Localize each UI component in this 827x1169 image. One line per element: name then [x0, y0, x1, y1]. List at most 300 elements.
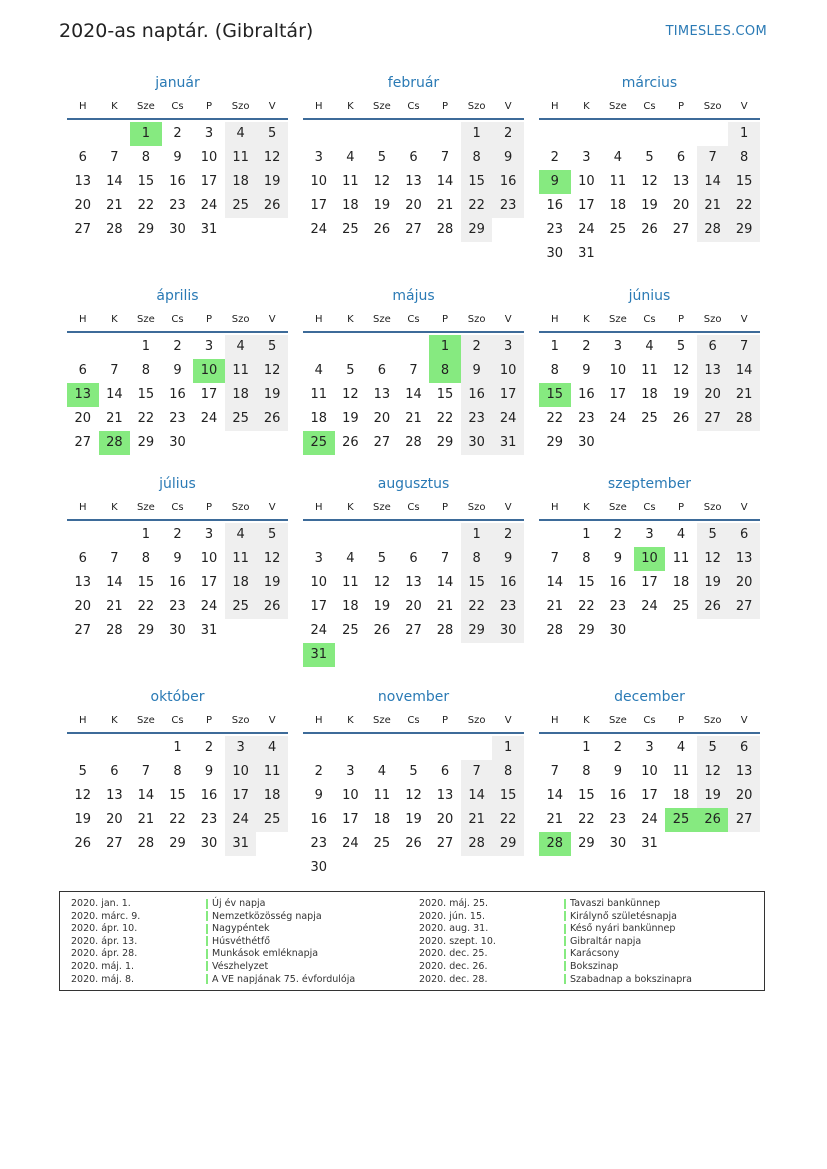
day-cell: 24: [200, 411, 218, 426]
day-cell: 26: [74, 836, 92, 851]
day-cell: 27: [74, 222, 92, 237]
day-cell: 26: [256, 407, 288, 431]
day-grid: [539, 122, 760, 266]
weekday-label: Cs: [407, 501, 420, 513]
day-cell: 8: [492, 760, 524, 784]
day-cell: 2: [204, 740, 214, 755]
weekday-label: Cs: [643, 100, 656, 112]
weekday-label: Sze: [137, 714, 155, 726]
weekday-label: P: [442, 501, 449, 513]
day-cell: 25: [672, 599, 690, 614]
holiday-day: 13: [67, 383, 99, 407]
day-cell: 19: [697, 784, 729, 808]
empty-cell: [335, 122, 367, 146]
day-cell: 19: [373, 198, 391, 213]
empty-cell: [303, 523, 335, 547]
holiday-day: 1: [429, 335, 461, 359]
legend-date: 2020. márc. 9.: [71, 910, 141, 922]
day-cell: 24: [492, 407, 524, 431]
holiday-marker: [206, 899, 208, 909]
weekday-header: [303, 307, 524, 333]
empty-cell: [67, 122, 99, 146]
day-cell: 30: [609, 623, 627, 638]
day-cell: 10: [225, 760, 257, 784]
day-cell: 11: [225, 359, 257, 383]
day-cell: 31: [200, 222, 218, 237]
empty-cell: [398, 335, 430, 359]
day-cell: 11: [672, 764, 690, 779]
day-cell: 3: [204, 339, 214, 354]
legend-holiday-name: [206, 936, 355, 949]
weekday-label: K: [347, 501, 354, 513]
day-cell: 18: [225, 170, 257, 194]
day-cell: 9: [613, 551, 623, 566]
weekday-label: Sze: [609, 501, 627, 513]
month-name: május: [392, 288, 435, 304]
weekday-header: [67, 94, 288, 120]
day-grid: [67, 122, 288, 242]
day-cell: 2: [173, 527, 182, 542]
month-block: [67, 473, 288, 667]
legend-name-text: A VE napjának 75. évfordulója: [212, 973, 356, 985]
legend-date: 2020. szept. 10.: [419, 935, 496, 947]
empty-cell: [398, 122, 430, 146]
day-cell: 13: [405, 174, 422, 189]
legend-date: 2020. ápr. 10.: [71, 923, 138, 935]
empty-cell: [539, 122, 571, 146]
day-cell: 9: [492, 547, 524, 571]
month-block: [303, 285, 524, 455]
weekday-header: [67, 708, 288, 734]
day-cell: 6: [728, 523, 760, 547]
day-cell: 16: [492, 571, 524, 595]
day-cell: 3: [346, 764, 355, 779]
empty-cell: [366, 736, 398, 760]
day-cell: 5: [377, 551, 387, 566]
holiday-day: 26: [697, 808, 729, 832]
month-name: december: [614, 689, 685, 705]
day-cell: 9: [314, 788, 323, 803]
day-cell: 23: [169, 599, 186, 614]
day-cell: 10: [609, 363, 627, 378]
day-cell: 14: [405, 387, 422, 402]
day-cell: 23: [492, 595, 524, 619]
weekday-label: V: [740, 313, 748, 325]
holiday-legend: [59, 891, 765, 991]
empty-cell: [429, 122, 461, 146]
day-cell: 13: [74, 174, 92, 189]
day-cell: 5: [346, 363, 355, 378]
day-cell: 27: [405, 222, 422, 237]
day-cell: 6: [409, 551, 418, 566]
day-cell: 27: [74, 435, 92, 450]
day-cell: 23: [578, 411, 595, 426]
empty-cell: [461, 736, 493, 760]
legend-name-text: Bokszinap: [570, 960, 619, 972]
weekday-label: Cs: [643, 714, 656, 726]
day-cell: 30: [200, 836, 218, 851]
month-name: január: [155, 75, 200, 91]
weekday-label: P: [206, 714, 213, 726]
weekday-label: P: [678, 501, 685, 513]
day-cell: 7: [110, 150, 119, 165]
day-cell: 1: [582, 527, 591, 542]
day-cell: 30: [578, 435, 595, 450]
day-cell: 7: [141, 764, 151, 779]
weekday-label: V: [268, 714, 276, 726]
legend-date: 2020. aug. 31.: [419, 923, 489, 935]
weekday-label: H: [79, 501, 87, 513]
day-cell: 7: [110, 363, 119, 378]
day-cell: 12: [256, 359, 288, 383]
day-cell: 11: [342, 174, 359, 189]
month-row: [67, 473, 760, 667]
day-grid: [539, 335, 760, 455]
day-cell: 29: [169, 836, 186, 851]
weekday-label: Sze: [609, 714, 627, 726]
day-cell: 13: [728, 547, 760, 571]
day-grid: [67, 335, 288, 455]
day-cell: 4: [676, 740, 686, 755]
day-cell: 4: [314, 363, 323, 378]
holiday-day: 8: [429, 359, 461, 383]
day-cell: 11: [342, 575, 359, 590]
day-cell: 15: [578, 575, 595, 590]
day-cell: 5: [697, 736, 729, 760]
day-cell: 11: [609, 174, 627, 189]
day-cell: 25: [641, 411, 658, 426]
day-cell: 28: [728, 407, 760, 431]
day-cell: 16: [546, 198, 564, 213]
weekday-label: Sze: [137, 100, 155, 112]
weekday-label: Szo: [231, 100, 250, 112]
day-cell: 15: [137, 575, 155, 590]
day-cell: 13: [697, 359, 729, 383]
weekday-label: Sze: [373, 501, 391, 513]
holiday-marker: [564, 949, 566, 959]
day-cell: 8: [141, 150, 151, 165]
day-cell: 8: [173, 764, 182, 779]
weekday-header: [303, 708, 524, 734]
day-cell: 27: [405, 623, 422, 638]
weekday-label: Szo: [703, 501, 722, 513]
day-cell: 20: [672, 198, 690, 213]
day-cell: 31: [578, 246, 595, 261]
day-cell: 11: [641, 363, 658, 378]
day-cell: 20: [405, 599, 422, 614]
holiday-day: 25: [665, 808, 697, 832]
day-cell: 18: [672, 575, 690, 590]
month-name: március: [621, 75, 678, 91]
legend-name-text: Nemzetközösség napja: [212, 910, 322, 922]
day-grid: [303, 122, 524, 242]
day-cell: 3: [613, 339, 623, 354]
day-cell: 14: [546, 788, 564, 803]
month-row: [67, 72, 760, 266]
empty-cell: [67, 736, 99, 760]
day-cell: 23: [492, 194, 524, 218]
legend-name-text: Szabadnap a bokszinapra: [570, 973, 692, 985]
legend-date: 2020. máj. 25.: [419, 898, 489, 909]
day-cell: 6: [78, 150, 87, 165]
day-cell: 24: [578, 222, 595, 237]
day-cell: 22: [578, 599, 595, 614]
weekday-header: [539, 94, 760, 120]
legend-date: 2020. dec. 25.: [419, 948, 488, 960]
month-name: július: [159, 476, 196, 492]
weekday-label: V: [268, 313, 276, 325]
weekday-header: [67, 307, 288, 333]
day-cell: 30: [169, 623, 186, 638]
day-cell: 22: [436, 411, 454, 426]
day-cell: 28: [106, 623, 123, 638]
day-cell: 10: [200, 150, 218, 165]
weekday-label: Sze: [373, 714, 391, 726]
empty-cell: [67, 335, 99, 359]
brand-link[interactable]: TIMESLES.COM: [665, 24, 767, 39]
day-cell: 12: [373, 575, 391, 590]
day-cell: 27: [373, 435, 391, 450]
day-cell: 13: [436, 788, 454, 803]
day-cell: 5: [256, 122, 288, 146]
day-cell: 12: [256, 146, 288, 170]
day-cell: 8: [461, 146, 493, 170]
holiday-day: 28: [539, 832, 571, 856]
day-cell: 5: [697, 523, 729, 547]
weekday-header: [303, 94, 524, 120]
day-cell: 20: [405, 198, 422, 213]
weekday-label: V: [740, 714, 748, 726]
day-cell: 18: [256, 784, 288, 808]
holiday-day: 15: [539, 383, 571, 407]
day-cell: 27: [74, 623, 92, 638]
weekday-label: Cs: [171, 714, 184, 726]
day-cell: 5: [256, 523, 288, 547]
day-cell: 2: [550, 150, 559, 165]
day-cell: 15: [461, 170, 493, 194]
holiday-marker: [564, 924, 566, 934]
day-cell: 10: [310, 174, 328, 189]
day-cell: 20: [74, 599, 92, 614]
day-cell: 8: [461, 547, 493, 571]
day-cell: 31: [225, 832, 257, 856]
day-cell: 2: [173, 126, 182, 141]
weekday-label: P: [678, 100, 685, 112]
day-cell: 29: [436, 435, 454, 450]
empty-cell: [303, 736, 335, 760]
day-cell: 1: [728, 122, 760, 146]
day-cell: 10: [310, 575, 328, 590]
day-cell: 2: [173, 339, 182, 354]
day-cell: 12: [697, 760, 729, 784]
day-cell: 10: [578, 174, 595, 189]
day-cell: 12: [672, 363, 690, 378]
weekday-label: V: [504, 714, 512, 726]
day-cell: 1: [461, 122, 493, 146]
empty-cell: [130, 736, 162, 760]
day-grid: [303, 736, 524, 880]
day-cell: 28: [137, 836, 155, 851]
day-cell: 18: [225, 383, 257, 407]
day-cell: 3: [492, 335, 524, 359]
month-row: [67, 285, 760, 455]
day-cell: 28: [697, 218, 729, 242]
weekday-label: Szo: [703, 313, 722, 325]
day-cell: 15: [578, 788, 595, 803]
day-cell: 20: [106, 812, 123, 827]
weekday-header: [67, 495, 288, 521]
day-cell: 21: [436, 599, 454, 614]
weekday-label: Szo: [231, 501, 250, 513]
day-cell: 6: [440, 764, 450, 779]
legend-name-text: Új év napja: [212, 898, 266, 909]
day-cell: 6: [78, 551, 87, 566]
day-cell: 2: [613, 740, 623, 755]
day-cell: 9: [204, 764, 214, 779]
day-cell: 8: [582, 551, 591, 566]
day-cell: 19: [74, 812, 92, 827]
day-cell: 29: [137, 623, 155, 638]
empty-cell: [366, 523, 398, 547]
weekday-label: V: [504, 313, 512, 325]
day-cell: 17: [310, 599, 328, 614]
empty-cell: [429, 523, 461, 547]
day-cell: 21: [546, 812, 564, 827]
legend-holiday-name: [564, 936, 692, 949]
day-cell: 25: [342, 623, 359, 638]
day-cell: 19: [672, 387, 690, 402]
day-cell: 5: [256, 335, 288, 359]
day-cell: 19: [256, 571, 288, 595]
legend-holiday-name: [206, 898, 355, 911]
weekday-label: P: [678, 313, 685, 325]
day-cell: 21: [546, 599, 564, 614]
empty-cell: [697, 122, 729, 146]
day-cell: 2: [492, 523, 524, 547]
weekday-label: V: [504, 501, 512, 513]
day-cell: 6: [697, 335, 729, 359]
day-cell: 1: [141, 339, 151, 354]
day-cell: 23: [200, 812, 218, 827]
month-block: [539, 72, 760, 266]
day-cell: 2: [461, 335, 493, 359]
day-cell: 22: [546, 411, 564, 426]
day-grid: [303, 523, 524, 667]
legend-holiday-name: [206, 974, 355, 987]
day-cell: 4: [676, 527, 686, 542]
day-cell: 29: [137, 222, 155, 237]
weekday-label: Cs: [171, 501, 184, 513]
day-cell: 3: [204, 527, 214, 542]
day-cell: 28: [436, 222, 454, 237]
day-cell: 23: [310, 836, 328, 851]
legend-holiday-name: [206, 923, 355, 936]
holiday-day: 9: [539, 170, 571, 194]
day-cell: 10: [200, 551, 218, 566]
day-cell: 14: [461, 784, 493, 808]
day-cell: 24: [641, 599, 658, 614]
weekday-label: K: [347, 100, 354, 112]
day-cell: 13: [106, 788, 123, 803]
day-cell: 28: [546, 623, 564, 638]
legend-name-text: Királynő születésnapja: [570, 910, 678, 922]
empty-cell: [99, 736, 131, 760]
holiday-marker: [206, 974, 208, 984]
day-cell: 16: [609, 788, 627, 803]
day-cell: 26: [697, 595, 729, 619]
day-cell: 18: [641, 387, 658, 402]
day-cell: 30: [310, 860, 328, 875]
day-cell: 26: [342, 435, 359, 450]
weekday-label: Cs: [171, 100, 184, 112]
weekday-label: K: [347, 714, 354, 726]
day-cell: 28: [461, 832, 493, 856]
day-grid: [539, 736, 760, 856]
day-cell: 15: [137, 387, 155, 402]
day-cell: 20: [373, 411, 391, 426]
weekday-label: K: [111, 100, 118, 112]
day-cell: 30: [169, 435, 186, 450]
day-cell: 16: [200, 788, 218, 803]
month-name: február: [387, 75, 440, 91]
day-cell: 17: [641, 788, 658, 803]
day-cell: 19: [373, 599, 391, 614]
day-cell: 27: [106, 836, 123, 851]
day-cell: 23: [461, 407, 493, 431]
day-cell: 10: [342, 788, 359, 803]
weekday-label: H: [551, 714, 559, 726]
legend-date: 2020. máj. 1.: [71, 960, 135, 972]
legend-holiday-name: [206, 911, 355, 924]
day-cell: 12: [641, 174, 658, 189]
day-cell: 17: [492, 383, 524, 407]
weekday-label: Sze: [609, 100, 627, 112]
weekday-label: V: [268, 100, 276, 112]
day-cell: 30: [492, 619, 524, 643]
day-cell: 8: [582, 764, 591, 779]
day-cell: 26: [672, 411, 690, 426]
holiday-marker: [206, 936, 208, 946]
day-cell: 9: [173, 551, 182, 566]
day-cell: 29: [578, 623, 595, 638]
day-cell: 30: [169, 222, 186, 237]
day-cell: 25: [373, 836, 391, 851]
day-cell: 26: [373, 623, 391, 638]
day-cell: 21: [728, 383, 760, 407]
empty-cell: [398, 523, 430, 547]
day-cell: 24: [200, 198, 218, 213]
day-cell: 3: [314, 150, 323, 165]
day-cell: 29: [492, 832, 524, 856]
day-cell: 21: [697, 194, 729, 218]
day-cell: 16: [492, 170, 524, 194]
month-block: [67, 285, 288, 455]
day-cell: 6: [377, 363, 387, 378]
day-cell: 25: [225, 194, 257, 218]
legend-date: 2020. ápr. 13.: [71, 935, 138, 947]
day-cell: 25: [256, 808, 288, 832]
day-cell: 16: [609, 575, 627, 590]
day-cell: 9: [173, 150, 182, 165]
day-cell: 31: [641, 836, 658, 851]
day-cell: 1: [582, 740, 591, 755]
weekday-label: V: [504, 100, 512, 112]
weekday-label: H: [551, 501, 559, 513]
day-cell: 16: [169, 387, 186, 402]
holiday-marker: [564, 899, 566, 909]
empty-cell: [335, 736, 367, 760]
weekday-label: H: [79, 313, 87, 325]
